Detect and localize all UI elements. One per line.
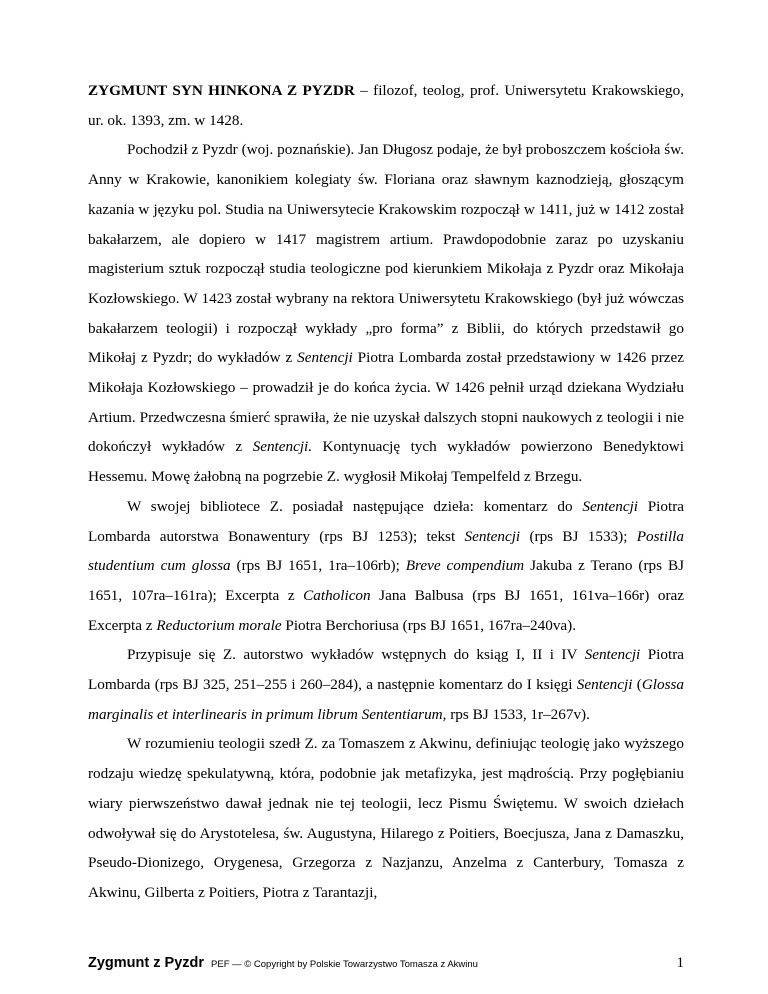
entry-definition: – filozof, teolog, prof. Uniwersytetu Krakowskiego, ur. ok. 1393, zm. w 1428.	[88, 82, 684, 129]
text-run: (rps BJ 1533);	[520, 527, 637, 545]
page-footer	[88, 955, 684, 972]
italic-title: Sentencji	[584, 646, 641, 664]
paragraph-works	[88, 640, 684, 729]
text-run: Jakuba z Terano (rps BJ 1651, 107ra–161ra); Excerpta z	[88, 557, 684, 604]
italic-title: Sentencji.	[252, 438, 313, 456]
text-run: Kontynuację tych wykładów powierzono Benedyktowi Hessemu. Mowę żałobną na pogrzebie Z. wygłosił Mikołaj Tempelfeld z Brzegu.	[88, 438, 684, 486]
italic-title: Sentencji	[297, 349, 353, 367]
italic-title: Sentencji	[576, 676, 633, 694]
italic-title: Breve compendium	[405, 557, 525, 575]
text-run: Piotra Lombarda autorstwa Bonawentury (rps BJ 1253); tekst	[88, 497, 685, 545]
italic-title: Sentencji	[464, 527, 521, 545]
text-run: (rps BJ 1651, 1ra–106rb);	[230, 557, 406, 575]
text-run: Przypisuje się Z. autorstwo wykładów wstępnych do ksiąg I, II i IV	[127, 646, 585, 664]
footer-copyright: PEF — © Copyright by Polskie Towarzystwo Tomasza z Akwinu	[211, 959, 478, 970]
article-body	[88, 76, 684, 908]
text-run: (	[632, 676, 642, 694]
italic-title: Sentencji	[582, 497, 639, 515]
text-run: Piotra Lombarda został przedstawiony w 1426 przez Mikołaja Kozłowskiego – prowadził je do końca życia. W 1426 pełnił urząd dziekana Wydziału Artium. Przedwczesna śmierć sprawiła, że nie uzyskał dalszych stopni naukowych z teologii i nie dokończył wykładów z	[88, 349, 684, 456]
paragraph-library	[88, 492, 684, 641]
text-run: Jana Balbusa (rps BJ 1651, 161va–166r) oraz Excerpta z	[88, 586, 684, 634]
text-run: Piotra Berchoriusa (rps BJ 1651, 167ra–240va).	[281, 616, 577, 634]
page-number: 1	[676, 955, 684, 971]
footer-title: Zygmunt z Pyzdr	[88, 955, 205, 971]
italic-title: Reductorium morale	[156, 616, 282, 634]
paragraph-biography	[88, 135, 684, 491]
entry-headword: ZYGMUNT SYN HINKONA Z PYZDR	[88, 82, 355, 99]
text-run: Pochodził z Pyzdr (woj. poznańskie). Jan Długosz podaje, że był proboszczem kościoła św. Anny w Krakowie, kanonikiem kolegiaty św. Floriana oraz sławnym kaznodzieją, głoszącym kazania w języku pol. Studia na Uniwersytecie Krakowskim rozpoczął w 1411, już w 1412 został bakałarzem, ale dopiero w 1417 magistrem artium. Prawdopodobnie zaraz po uzyskaniu magisterium sztuk rozpoczął studia teologiczne pod kierunkiem Mikołaja z Pyzdr oraz Mikołaja Kozłowskiego. W 1423 został wybrany na rektora Uniwersytetu Krakowskiego (był już wówczas bakałarzem teologii) i rozpoczął wykłady „pro forma” z Biblii, do których przedstawił go Mikołaj z Pyzdr; do wykładów z	[88, 141, 684, 367]
paragraph-intro	[88, 76, 684, 135]
italic-title: Postilla studentium cum glossa	[88, 527, 684, 575]
italic-title: Catholicon	[303, 586, 371, 604]
text-run: W swojej bibliotece Z. posiadał następujące dzieła: komentarz do	[127, 497, 583, 515]
italic-title: Glossa marginalis et interlinearis in primum librum Sententiarum	[88, 676, 685, 723]
text-run: Piotra Lombarda (rps BJ 325, 251–255 i 260–284), a następnie komentarz do I księgi	[88, 646, 684, 694]
text-run: , rps BJ 1533, 1r–267v).	[442, 705, 590, 723]
paragraph-theology	[88, 729, 684, 907]
text-run: W rozumieniu teologii szedł Z. za Tomaszem z Akwinu, definiując teologię jako wyższego rodzaju wiedzę spekulatywną, która, podobnie jak metafizyka, jest mądrością. Przy pogłębianiu wiary pierwszeństwo dawał jednak nie tej teologii, lecz Pismu Świętemu. W swoich dziełach odwoływał się do Arystotelesa, św. Augustyna, Hilarego z Poitiers, Boecjusza, Jana z Damaszku, Pseudo-Dionizego, Orygenesa, Grzegorza z Nazjanzu, Anzelma z Canterbury, Tomasza z Akwinu, Gilberta z Poitiers, Piotra z Tarantazji,	[88, 735, 684, 901]
